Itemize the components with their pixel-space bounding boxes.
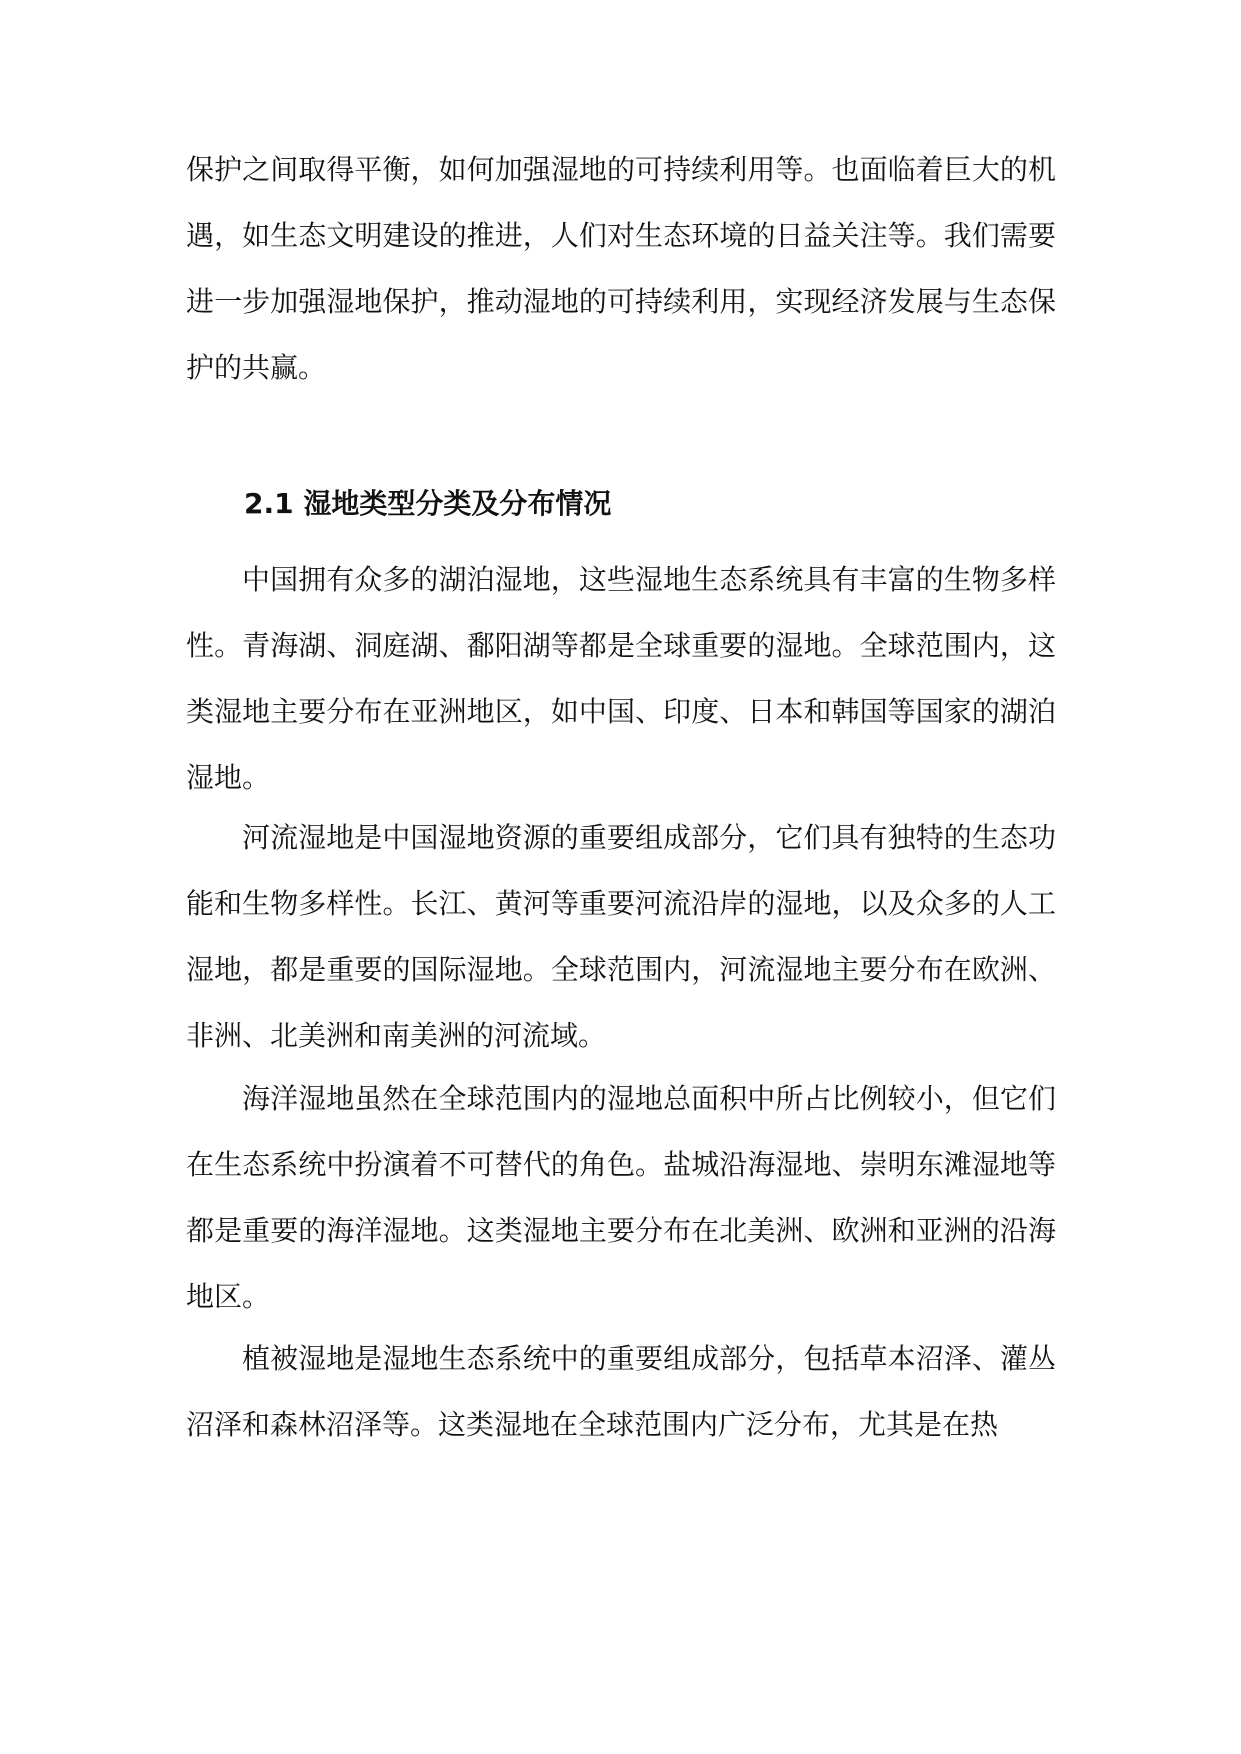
paragraph-vegetation-wetlands: 植被湿地是湿地生态系统中的重要组成部分，包括草本沼泽、灌丛沼泽和森林沼泽等。这类湿地在全球范围内广泛分布，尤其是在热 <box>186 1342 1056 1441</box>
paragraph-river-wetlands: 河流湿地是中国湿地资源的重要组成部分，它们具有独特的生态功能和生物多样性。长江、黄河等重要河流沿岸的湿地，以及众多的人工湿地，都是重要的国际湿地。全球范围内，河流湿地主要分布在欧洲、非洲、北美洲和南美洲的河流域。 <box>186 821 1056 1052</box>
paragraph-marine-wetlands: 海洋湿地虽然在全球范围内的湿地总面积中所占比例较小，但它们在生态系统中扮演着不可替代的角色。盐城沿海湿地、崇明东滩湿地等都是重要的海洋湿地。这类湿地主要分布在北美洲、欧洲和亚洲的沿海地区。 <box>186 1082 1056 1313</box>
paragraph-lake-wetlands: 中国拥有众多的湖泊湿地，这些湿地生态系统具有丰富的生物多样性。青海湖、洞庭湖、鄱阳湖等都是全球重要的湿地。全球范围内，这类湿地主要分布在亚洲地区，如中国、印度、日本和韩国等国家的湖泊湿地。 <box>186 563 1056 794</box>
continuation-paragraph: 保护之间取得平衡，如何加强湿地的可持续利用等。也面临着巨大的机遇，如生态文明建设的推进，人们对生态环境的日益关注等。我们需要进一步加强湿地保护，推动湿地的可持续利用，实现经济发展与生态保护的共赢。 <box>186 153 1056 384</box>
section-heading: 2.1 湿地类型分类及分布情况 <box>244 487 612 520</box>
